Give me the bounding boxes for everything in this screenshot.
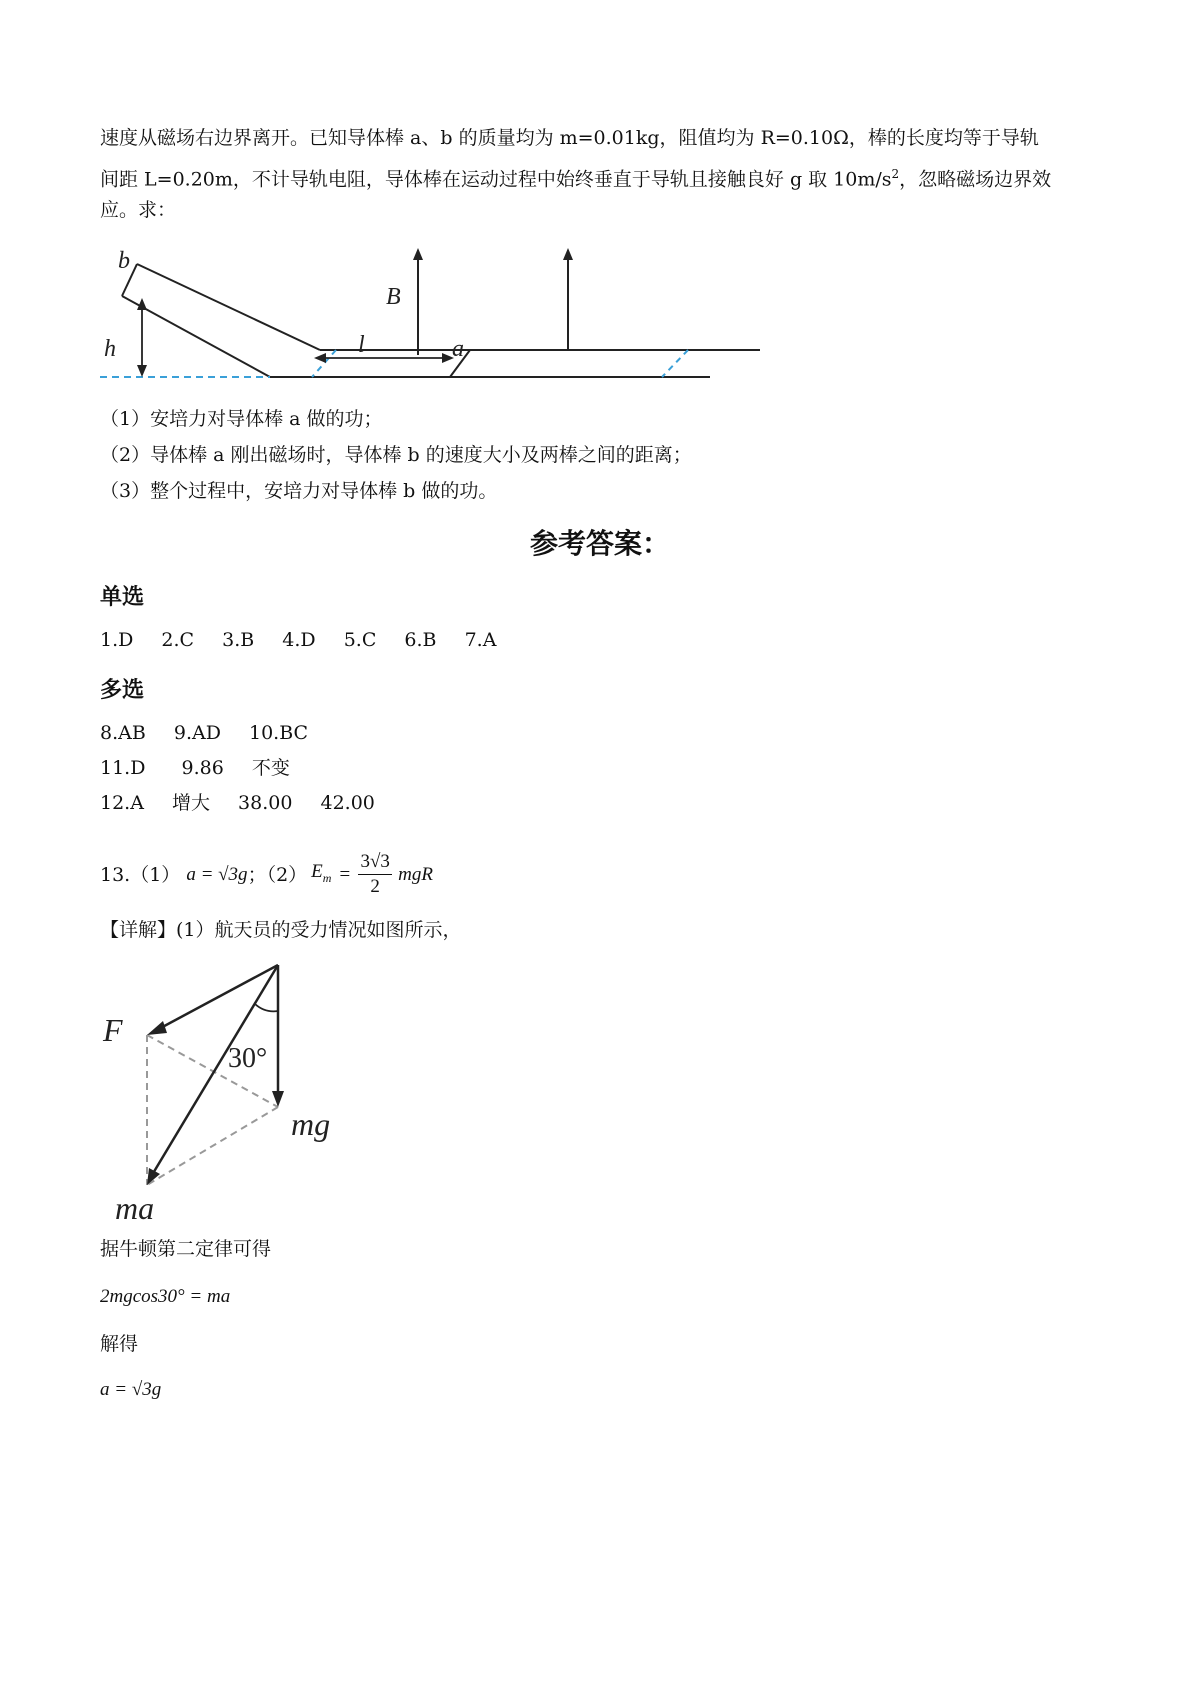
rail-diagram	[90, 240, 770, 420]
problem-line-2-post: ，忽略磁场边界效	[899, 168, 1052, 191]
label-h: h	[104, 336, 116, 362]
fraction-numerator: 3√3	[360, 851, 390, 872]
label-l: l	[358, 332, 365, 358]
answer-13-row	[100, 850, 433, 899]
single-choice-heading: 单选	[100, 585, 145, 610]
question-2: （2）导体棒 a 刚出磁场时，导体棒 b 的速度大小及两棒之间的距离；	[100, 444, 692, 466]
b-field-arrow-1-head	[413, 248, 423, 260]
energy-subscript: m	[322, 870, 332, 885]
answer-12-row	[100, 789, 375, 817]
incline-rail-upper	[137, 264, 320, 350]
l-arrow-head-left	[314, 353, 326, 363]
answer-1: 1.D	[100, 629, 134, 651]
answer-11-row	[100, 754, 290, 782]
fraction-denominator: 2	[370, 876, 380, 897]
b-field-arrow-2-head	[563, 248, 573, 260]
answer-10: 10.BC	[249, 722, 309, 744]
energy-symbol: E	[311, 860, 323, 882]
answer-13-mid: ；（2）	[247, 863, 308, 886]
problem-line-2	[100, 160, 1051, 193]
equation-1: 2mgcos30° = ma	[100, 1286, 231, 1307]
answer-12-value-2: 42.00	[320, 792, 375, 814]
answer-12: 12.A	[100, 792, 144, 814]
answer-11: 11.D	[100, 757, 146, 779]
question-1: （1）安培力对导体棒 a 做的功；	[100, 408, 383, 430]
dashed-mg-to-ma	[147, 1107, 278, 1185]
force-diagram	[95, 955, 365, 1230]
answer-6: 6.B	[404, 629, 437, 651]
problem-line-2-sup: 2	[891, 167, 900, 181]
answer-13-fraction	[358, 850, 392, 899]
single-choice-answers	[100, 626, 496, 654]
label-a: a	[452, 336, 464, 362]
detail-line: 【详解】(1）航天员的受力情况如图所示，	[100, 919, 462, 941]
problem-line-3: 应。求：	[100, 199, 177, 221]
answer-9: 9.AD	[173, 722, 221, 744]
answer-12-text: 增大	[171, 792, 210, 814]
field-right-boundary	[662, 350, 688, 377]
label-ma: ma	[115, 1190, 155, 1226]
answer-7: 7.A	[464, 629, 497, 651]
answer-5: 5.C	[343, 629, 377, 651]
answer-13-tail: mgR	[398, 863, 433, 885]
answer-13-a-eq: a = √3g	[186, 863, 248, 885]
problem-line-1: 速度从磁场右边界离开。已知导体棒 a、b 的质量均为 m=0.01kg，阻值均为 R=0.10Ω，棒的长度均等于导轨	[100, 127, 1039, 149]
label-B: B	[386, 284, 401, 310]
answers-title: 参考答案：	[529, 527, 670, 560]
label-angle: 30°	[228, 1043, 268, 1074]
newton-law-line: 据牛顿第二定律可得	[100, 1238, 272, 1260]
answer-3: 3.B	[222, 629, 255, 651]
multi-choice-heading: 多选	[100, 678, 145, 703]
answer-4: 4.D	[282, 629, 316, 651]
answer-11-text: 不变	[251, 757, 290, 779]
h-arrow-head-bottom	[137, 365, 147, 377]
force-ma-arrowhead	[147, 1168, 160, 1185]
multi-choice-answers	[100, 719, 308, 747]
answer-2: 2.C	[161, 629, 195, 651]
question-3: （3）整个过程中，安培力对导体棒 b 做的功。	[100, 480, 498, 502]
label-b: b	[118, 248, 130, 274]
answer-13-equals: =	[339, 863, 351, 885]
angle-arc	[255, 1004, 278, 1011]
answer-8: 8.AB	[100, 722, 146, 744]
label-F: F	[103, 1012, 123, 1048]
label-mg: mg	[291, 1106, 331, 1142]
answer-11-value: 9.86	[181, 757, 224, 779]
solve-line: 解得	[100, 1333, 139, 1355]
answer-12-value-1: 38.00	[238, 792, 293, 814]
force-F-arrowhead	[147, 1021, 167, 1035]
equation-2: a = √3g	[100, 1379, 162, 1400]
answer-13-E	[311, 858, 331, 892]
problem-line-2-pre: 间距 L=0.20m，不计导轨电阻，导体棒在运动过程中始终垂直于导轨且接触良好 g 取 10m/s	[100, 168, 892, 191]
answer-13-prefix: 13.（1）	[100, 863, 181, 886]
